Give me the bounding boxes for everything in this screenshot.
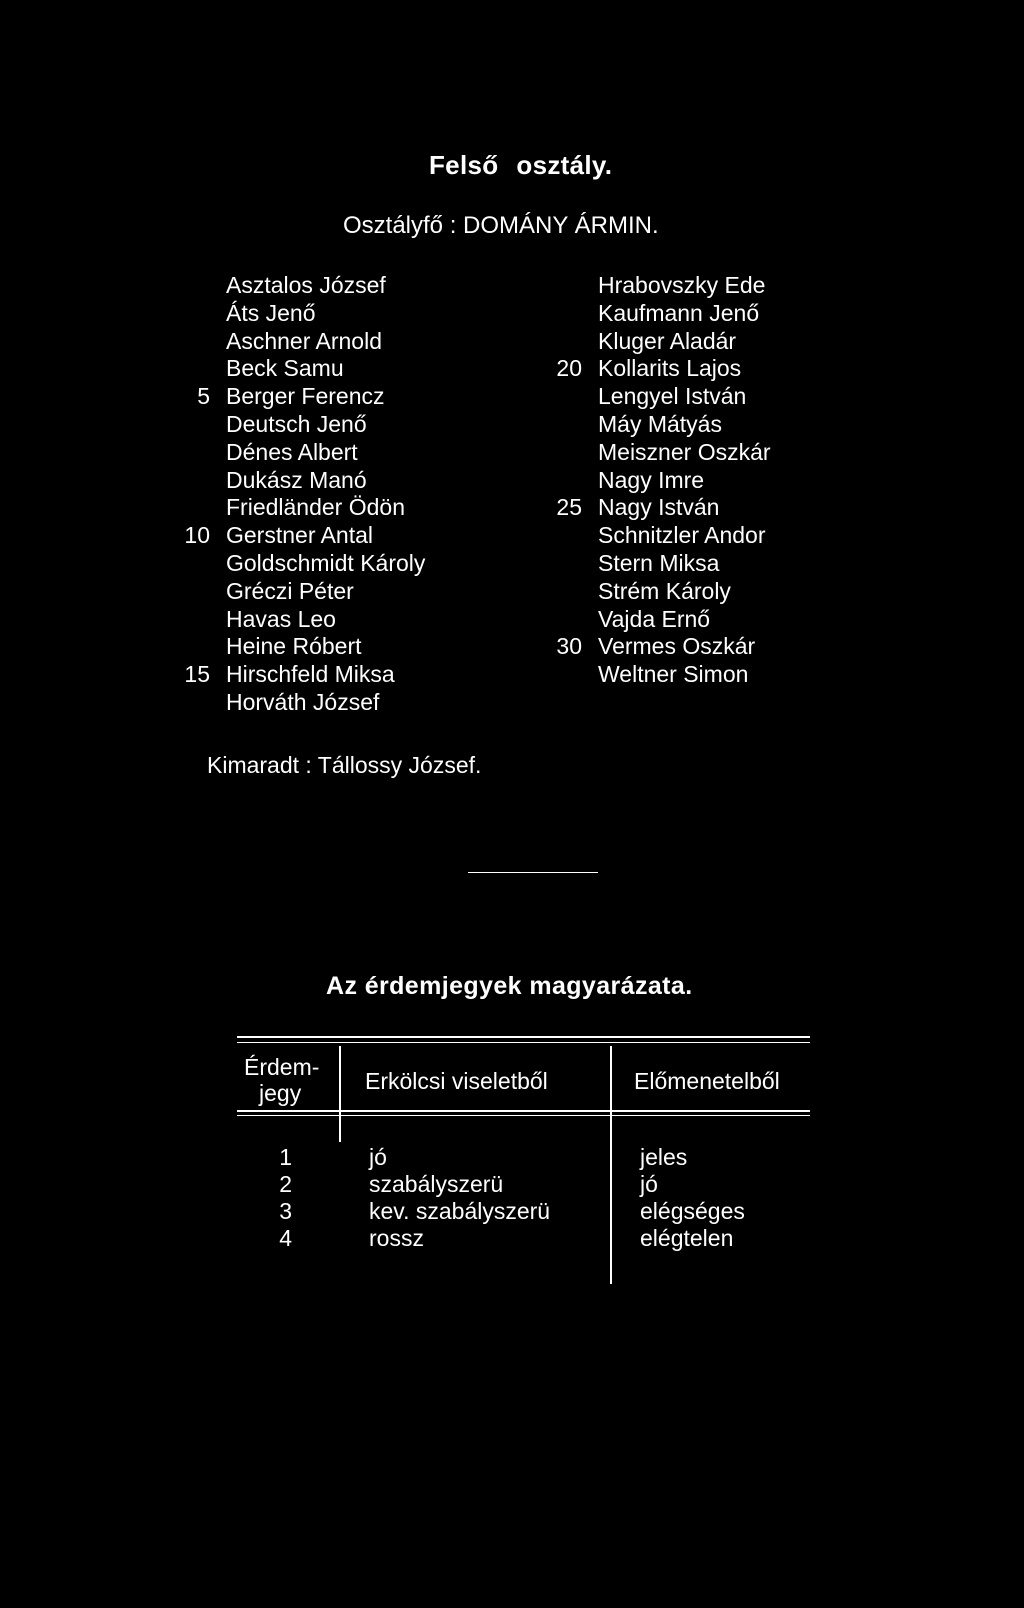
- conduct-cell: rossz: [369, 1225, 424, 1251]
- list-item: [552, 633, 852, 661]
- student-name: Gréczi Péter: [226, 577, 354, 604]
- list-item: [552, 355, 852, 383]
- list-number: 20: [556, 355, 582, 382]
- list-item: [180, 300, 480, 328]
- student-name: Kollarits Lajos: [598, 355, 742, 382]
- student-name: Asztalos József: [226, 272, 386, 298]
- list-item: [180, 550, 480, 578]
- list-item: [180, 328, 480, 356]
- student-name: Nagy István: [598, 494, 720, 521]
- student-name: Beck Samu: [226, 355, 344, 382]
- student-list-right: [552, 272, 852, 689]
- list-item: [552, 606, 852, 634]
- title-word-1: Felső: [429, 150, 499, 180]
- student-name: Heine Róbert: [226, 633, 362, 660]
- student-name: Nagy Imre: [598, 466, 705, 493]
- table-col-divider-2: [610, 1046, 612, 1284]
- header-grade-line2: jegy: [259, 1080, 302, 1106]
- conduct-cell: kev. szabályszerü: [369, 1198, 551, 1224]
- list-item: [552, 467, 852, 495]
- grades-title: Az érdemjegyek magyarázata.: [326, 972, 693, 1000]
- student-name: Kluger Aladár: [598, 327, 737, 354]
- header-progress: Előmenetelből: [634, 1068, 780, 1094]
- list-item: [552, 272, 852, 300]
- student-name: Havas Leo: [226, 605, 336, 632]
- student-name: Hrabovszky Ede: [598, 272, 766, 298]
- student-name: Strém Károly: [598, 577, 731, 604]
- list-item: [552, 522, 852, 550]
- list-item: [552, 550, 852, 578]
- grade-cell: 1: [279, 1144, 292, 1170]
- list-number: 15: [184, 661, 210, 688]
- list-number: 30: [556, 633, 582, 660]
- student-name: Weltner Simon: [598, 661, 749, 688]
- list-item: [552, 328, 852, 356]
- grade-cell: 4: [279, 1225, 292, 1251]
- student-name: Dénes Albert: [226, 438, 358, 465]
- student-name: Goldschmidt Károly: [226, 549, 426, 576]
- list-item: [552, 661, 852, 689]
- student-name: Stern Miksa: [598, 549, 720, 576]
- head-teacher: Osztályfő : DOMÁNY ÁRMIN.: [343, 212, 659, 239]
- progress-cell: jó: [640, 1171, 658, 1197]
- student-name: Schnitzler Andor: [598, 522, 766, 549]
- list-item: [552, 411, 852, 439]
- list-item: [552, 494, 852, 522]
- student-name: Áts Jenő: [226, 299, 316, 326]
- student-name: Meiszner Oszkár: [598, 438, 771, 465]
- list-item: [180, 689, 480, 717]
- list-number: 10: [184, 522, 210, 549]
- table-top-rule: [237, 1036, 810, 1038]
- student-name: Aschner Arnold: [226, 327, 382, 354]
- list-item: [180, 494, 480, 522]
- student-name: Horváth József: [226, 688, 380, 715]
- header-grade-line1: Érdem-: [244, 1054, 320, 1080]
- list-item: [180, 661, 480, 689]
- student-name: Friedländer Ödön: [226, 494, 405, 521]
- grade-cell: 3: [279, 1198, 292, 1224]
- page-title: [429, 150, 612, 181]
- student-name: Gerstner Antal: [226, 522, 374, 549]
- conduct-cell: szabályszerü: [369, 1171, 504, 1197]
- student-name: Kaufmann Jenő: [598, 299, 760, 326]
- student-name: Hirschfeld Miksa: [226, 661, 395, 688]
- list-item: [180, 383, 480, 411]
- student-name: Máy Mátyás: [598, 410, 722, 437]
- progress-cell: elégtelen: [640, 1225, 734, 1251]
- list-item: [552, 383, 852, 411]
- grade-cell: 2: [279, 1171, 292, 1197]
- table-col-divider-1: [339, 1046, 341, 1142]
- list-item: [180, 411, 480, 439]
- table-header-rule: [237, 1110, 810, 1112]
- conduct-cell: jó: [369, 1144, 387, 1170]
- header-conduct: Erkölcsi viseletből: [365, 1068, 548, 1094]
- title-word-2: osztály.: [516, 150, 613, 180]
- list-item: [180, 355, 480, 383]
- table-header-rule-2: [237, 1115, 810, 1116]
- list-item: [180, 467, 480, 495]
- list-item: [180, 578, 480, 606]
- list-item: [180, 272, 480, 300]
- student-name: Vajda Ernő: [598, 605, 711, 632]
- section-divider: [468, 872, 598, 873]
- progress-cell: elégséges: [640, 1198, 745, 1224]
- list-item: [180, 633, 480, 661]
- progress-cell: jeles: [640, 1144, 688, 1170]
- list-item: [180, 522, 480, 550]
- student-name: Dukász Manó: [226, 466, 367, 493]
- student-list-left: [180, 272, 480, 717]
- list-item: [552, 578, 852, 606]
- list-item: [180, 439, 480, 467]
- student-name: Berger Ferencz: [226, 383, 385, 410]
- student-name: Deutsch Jenő: [226, 410, 367, 437]
- list-item: [552, 300, 852, 328]
- list-number: 5: [197, 383, 210, 410]
- student-name: Lengyel István: [598, 383, 747, 410]
- list-item: [552, 439, 852, 467]
- student-name: Vermes Oszkár: [598, 633, 756, 660]
- table-top-rule-2: [237, 1042, 810, 1043]
- list-item: [180, 606, 480, 634]
- left-out-note: Kimaradt : Tállossy József.: [207, 752, 482, 778]
- list-number: 25: [556, 494, 582, 521]
